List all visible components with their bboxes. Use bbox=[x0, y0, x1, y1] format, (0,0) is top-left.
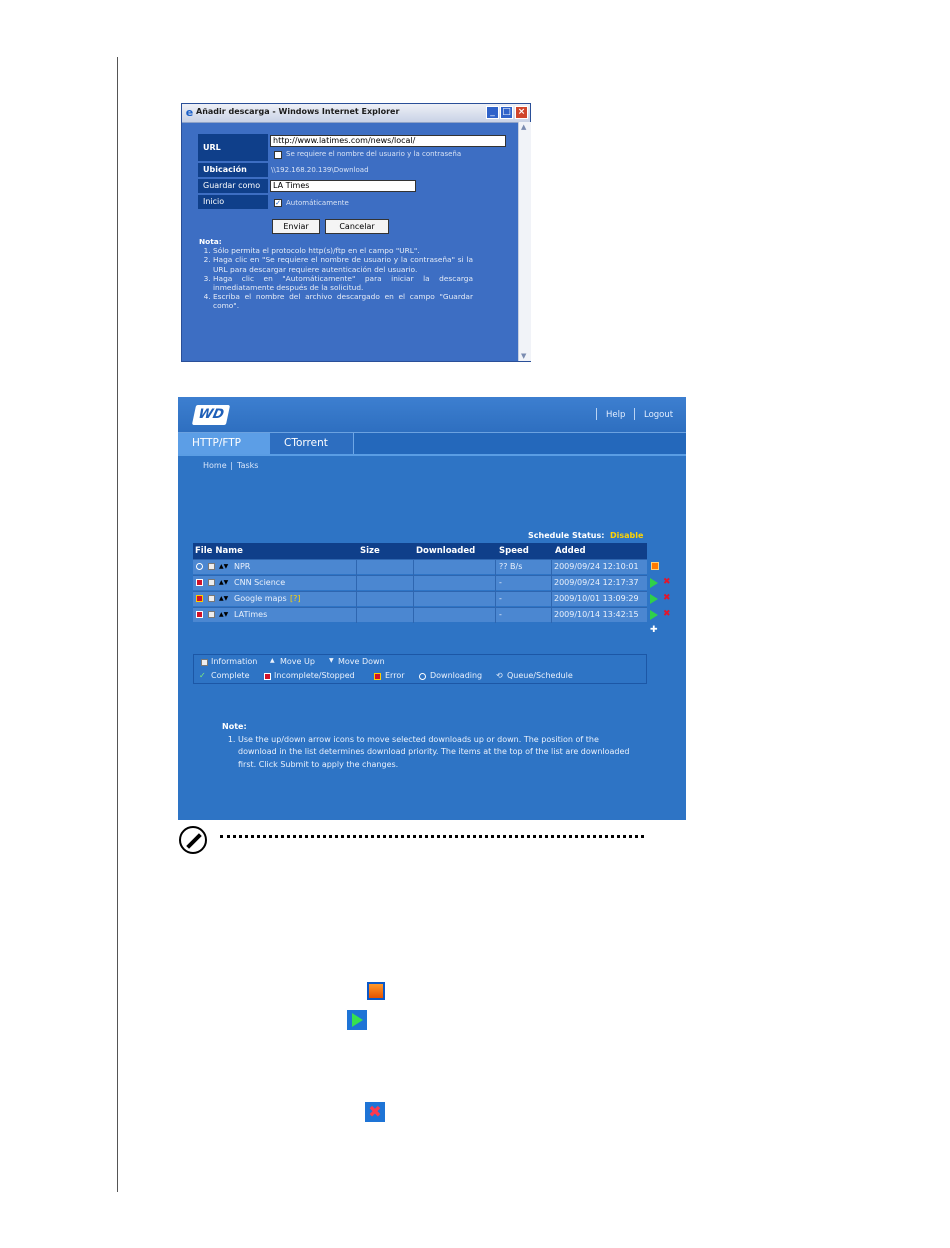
page-margin-rule bbox=[117, 57, 118, 1192]
move-up-down-icon[interactable]: ▲▼ bbox=[219, 611, 229, 618]
dialog-titlebar bbox=[182, 104, 530, 123]
panel-note bbox=[222, 721, 632, 771]
dialog-note-item: 2. Haga clic en "Se requiere el nombre de usuario y la contraseña" si la URL para descargar requiere autenticación del usuario. bbox=[213, 255, 473, 273]
schedule-status-value[interactable]: Disable bbox=[610, 531, 644, 540]
incomplete-stopped-icon bbox=[264, 673, 271, 680]
cell-divider bbox=[356, 608, 357, 623]
play-icon[interactable] bbox=[650, 610, 658, 620]
table-row[interactable] bbox=[193, 559, 647, 574]
panel-note-title: Note: bbox=[222, 722, 247, 731]
start-label: Inicio bbox=[198, 195, 268, 209]
cell-divider bbox=[356, 576, 357, 591]
delete-icon[interactable]: ✖ bbox=[663, 609, 671, 619]
downloads-table-header bbox=[193, 543, 647, 559]
file-name: NPR bbox=[234, 562, 251, 571]
logout-link[interactable]: Logout bbox=[644, 410, 674, 420]
cell-divider bbox=[495, 592, 496, 607]
breadcrumb-tasks[interactable]: Tasks bbox=[237, 461, 259, 470]
col-size[interactable]: Size bbox=[360, 546, 380, 556]
complete-icon: ✓ bbox=[199, 671, 206, 680]
cell-divider bbox=[495, 608, 496, 623]
note-pen-icon bbox=[179, 826, 207, 854]
legend-incomplete: Incomplete/Stopped bbox=[274, 671, 355, 680]
file-name: Google maps bbox=[234, 594, 287, 603]
play-icon[interactable] bbox=[650, 594, 658, 604]
file-speed: ?? B/s bbox=[499, 562, 523, 571]
dialog-title: Añadir descarga - Windows Internet Explorer bbox=[196, 107, 400, 116]
legend-error: Error bbox=[385, 671, 405, 680]
breadcrumb-separator: | bbox=[230, 461, 233, 470]
dialog-note-title: Nota: bbox=[199, 237, 222, 246]
error-icon bbox=[374, 673, 381, 680]
minimize-button[interactable]: _ bbox=[486, 106, 499, 119]
cell-divider bbox=[551, 592, 552, 607]
icon-legend bbox=[193, 654, 647, 684]
legend-move-up: Move Up bbox=[280, 657, 315, 666]
info-icon[interactable] bbox=[208, 563, 215, 570]
dialog-note-item: 1. Sólo permita el protocolo http(s)/ftp en el campo "URL". bbox=[213, 246, 473, 255]
file-added: 2009/10/14 13:42:15 bbox=[554, 610, 639, 619]
cancel-button[interactable]: Cancelar bbox=[325, 219, 389, 234]
downloading-icon bbox=[196, 563, 203, 570]
table-row[interactable] bbox=[193, 591, 647, 606]
cell-divider bbox=[551, 608, 552, 623]
header-divider bbox=[596, 408, 597, 420]
cell-divider bbox=[356, 592, 357, 607]
save-as-input[interactable]: LA Times bbox=[270, 180, 416, 192]
table-row[interactable] bbox=[193, 575, 647, 590]
col-downloaded[interactable]: Downloaded bbox=[416, 546, 476, 556]
col-speed[interactable]: Speed bbox=[499, 546, 529, 556]
help-link[interactable]: Help bbox=[606, 410, 626, 420]
url-label: URL bbox=[198, 134, 268, 161]
legend-information: Information bbox=[211, 657, 258, 666]
auto-checkbox[interactable]: ✓ bbox=[275, 199, 281, 207]
incomplete-stopped-icon bbox=[196, 579, 203, 586]
file-name: CNN Science bbox=[234, 578, 286, 587]
wd-download-manager bbox=[178, 397, 686, 820]
add-download-dialog bbox=[181, 103, 531, 362]
move-up-down-icon[interactable]: ▲▼ bbox=[219, 563, 229, 570]
delete-icon[interactable]: ✖ bbox=[663, 577, 671, 587]
legend-downloading: Downloading bbox=[430, 671, 483, 680]
save-as-label: Guardar como bbox=[198, 179, 268, 193]
move-up-icon: ▲ bbox=[270, 657, 275, 664]
legend-move-down: Move Down bbox=[338, 657, 385, 666]
header-divider bbox=[634, 408, 635, 420]
downloading-icon bbox=[419, 673, 426, 680]
info-icon[interactable] bbox=[208, 595, 215, 602]
add-task-icon[interactable]: ✚ bbox=[650, 625, 658, 635]
delete-icon: ✖ bbox=[365, 1102, 385, 1122]
move-up-down-icon[interactable]: ▲▼ bbox=[219, 579, 229, 586]
cell-divider bbox=[356, 560, 357, 575]
scroll-down-icon[interactable]: ▼ bbox=[521, 352, 527, 360]
dialog-note bbox=[199, 237, 473, 311]
file-added: 2009/09/24 12:10:01 bbox=[554, 562, 639, 571]
cell-divider bbox=[495, 560, 496, 575]
legend-queue: Queue/Schedule bbox=[507, 671, 573, 680]
cell-divider bbox=[551, 576, 552, 591]
table-row[interactable] bbox=[193, 607, 647, 622]
breadcrumb-home[interactable]: Home bbox=[203, 461, 227, 470]
tab-ctorrent[interactable]: CTorrent bbox=[270, 433, 354, 454]
dotted-rule bbox=[220, 835, 644, 838]
location-label: Ubicación bbox=[198, 163, 268, 177]
wd-logo: WD bbox=[192, 405, 230, 425]
play-icon[interactable] bbox=[650, 578, 658, 588]
play-icon bbox=[347, 1010, 367, 1030]
file-speed: - bbox=[499, 610, 502, 619]
file-added: 2009/10/01 13:09:29 bbox=[554, 594, 639, 603]
queue-icon: ⟲ bbox=[496, 671, 503, 680]
ie-logo-icon: e bbox=[185, 106, 194, 119]
info-icon[interactable] bbox=[208, 579, 215, 586]
dialog-note-item: 3. Haga clic en "Automáticamente" para iniciar la descarga inmediatamente después de la solicitud. bbox=[213, 274, 473, 292]
file-speed: - bbox=[499, 578, 502, 587]
auth-checkbox[interactable] bbox=[274, 151, 282, 159]
col-file-name[interactable]: File Name bbox=[195, 546, 243, 556]
cell-divider bbox=[413, 608, 414, 623]
file-name: LATimes bbox=[234, 610, 268, 619]
maximize-button[interactable]: □ bbox=[500, 106, 513, 119]
cell-divider bbox=[413, 560, 414, 575]
cell-divider bbox=[413, 592, 414, 607]
file-speed: - bbox=[499, 594, 502, 603]
cell-divider bbox=[413, 576, 414, 591]
close-button[interactable]: × bbox=[515, 106, 528, 119]
auto-checkbox-label: Automáticamente bbox=[286, 199, 349, 207]
incomplete-stopped-icon bbox=[196, 611, 203, 618]
scroll-up-icon[interactable]: ▲ bbox=[521, 123, 527, 131]
stop-icon[interactable] bbox=[651, 562, 659, 570]
legend-complete: Complete bbox=[211, 671, 250, 680]
cell-divider bbox=[495, 576, 496, 591]
auth-checkbox-label: Se requiere el nombre del usuario y la contraseña bbox=[286, 150, 462, 158]
file-added: 2009/09/24 12:17:37 bbox=[554, 578, 639, 587]
move-down-icon: ▼ bbox=[329, 657, 334, 664]
schedule-status-label: Schedule Status: bbox=[528, 531, 605, 540]
cell-divider bbox=[551, 560, 552, 575]
panel-note-item: 1. Use the up/down arrow icons to move selected downloads up or down. The position of the download in the list determines download priority. The items at the top of the list are downloaded first. Click Submit to apply the changes. bbox=[238, 734, 632, 772]
delete-icon[interactable]: ✖ bbox=[663, 593, 671, 603]
location-value: \\192.168.20.139\Download bbox=[271, 166, 369, 174]
error-detail-link[interactable]: [?] bbox=[290, 594, 301, 603]
tab-http-ftp[interactable]: HTTP/FTP bbox=[178, 433, 270, 454]
stop-icon bbox=[367, 982, 385, 1000]
dialog-note-item: 4. Escriba el nombre del archivo descargado en el campo "Guardar como". bbox=[213, 292, 473, 310]
url-input[interactable]: http://www.latimes.com/news/local/ bbox=[270, 135, 506, 147]
tab-bar bbox=[178, 433, 686, 456]
error-icon bbox=[196, 595, 203, 602]
dialog-scrollbar[interactable] bbox=[518, 122, 531, 361]
info-icon bbox=[201, 659, 208, 666]
col-added[interactable]: Added bbox=[555, 546, 586, 556]
info-icon[interactable] bbox=[208, 611, 215, 618]
submit-button[interactable]: Enviar bbox=[272, 219, 320, 234]
wd-header bbox=[178, 397, 686, 433]
move-up-down-icon[interactable]: ▲▼ bbox=[219, 595, 229, 602]
